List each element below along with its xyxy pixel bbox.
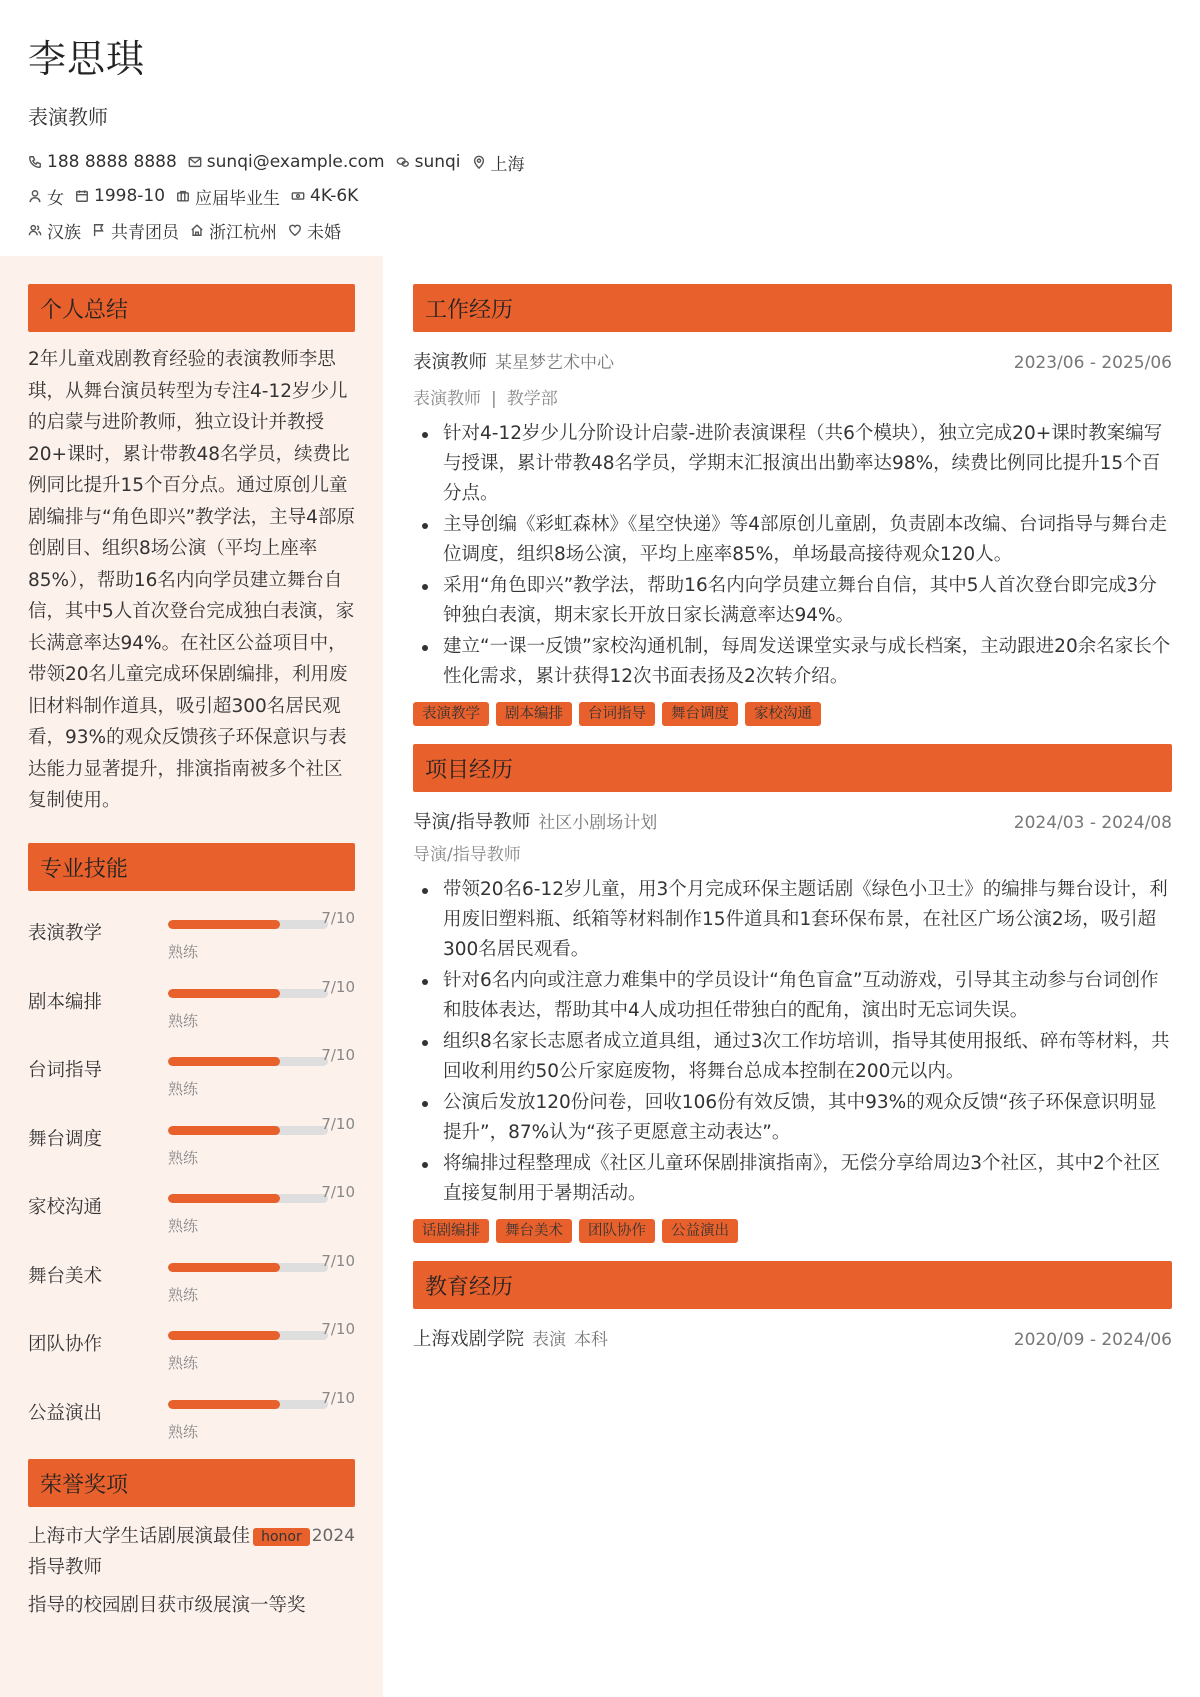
skill-score: 7/10 (321, 1320, 355, 1338)
status-text: 应届毕业生 (195, 188, 281, 209)
skill-score: 7/10 (321, 1388, 355, 1407)
skill-name: 家校沟通 (28, 1197, 103, 1218)
skill-score: 7/10 (321, 1114, 355, 1133)
work-sub (413, 384, 1172, 409)
personal-row (28, 186, 1128, 209)
skill-bar (168, 1126, 328, 1135)
background-row (28, 220, 1128, 243)
skill-item (28, 1375, 355, 1444)
skill-bar-fill (168, 1400, 280, 1409)
salary-item (291, 186, 358, 206)
skill-bar-fill (168, 1057, 280, 1066)
education-title: 教育经历 (413, 1261, 1172, 1309)
skill-name: 舞台调度 (28, 1128, 103, 1150)
gender-item (28, 184, 64, 209)
work-tag: 剧本编排 (496, 702, 572, 726)
project-entry-head (413, 808, 1172, 834)
work-tag: 表演教学 (413, 702, 489, 726)
project-org: 社区小剧场计划 (538, 813, 658, 833)
phone-text: 188 8888 8888 (47, 152, 177, 172)
status-item (176, 184, 280, 209)
skill-level: 熟练 (168, 1285, 199, 1304)
wechat-icon (396, 155, 410, 169)
honor-tag: honor (253, 1528, 310, 1546)
project-role: 导演/指导教师 (413, 812, 531, 833)
location-text: 上海 (490, 154, 525, 175)
work-section (413, 284, 1172, 726)
education-date: 2020/09 - 2024/06 (1013, 1330, 1172, 1350)
gender-text: 女 (47, 188, 64, 209)
person-icon (28, 189, 42, 203)
heart-icon (288, 223, 302, 237)
skill-score: 7/10 (321, 977, 355, 996)
summary-section (28, 284, 355, 817)
skill-item (28, 1101, 355, 1170)
list-item: 针对4-12岁少儿分阶设计启蒙-进阶表演课程（共6个模块），独立完成20+课时教案编写与授课，累计带教48名学员，学期末汇报演出出勤率达98%，续费比例同比提升15个百分点。 (413, 419, 1172, 509)
work-tags (413, 702, 1172, 726)
skill-bar-fill (168, 920, 280, 929)
birth-text: 1998-10 (94, 186, 166, 206)
project-tag: 舞台美术 (496, 1219, 572, 1243)
honors-section (28, 1459, 355, 1617)
skill-item (28, 964, 355, 1033)
work-bullets (413, 419, 1172, 692)
skill-bar (168, 1331, 328, 1340)
work-tag: 舞台调度 (662, 702, 738, 726)
honor-name: 上海市大学生话剧展演最佳指导教师 (28, 1526, 251, 1578)
work-role: 表演教师 (413, 352, 488, 373)
list-item: 建立“一课一反馈”家校沟通机制，每周发送课堂实录与成长档案，主动跟进20余名家长个性化需求，累计获得12次书面表扬及2次转介绍。 (413, 632, 1172, 692)
skill-level: 熟练 (168, 1217, 199, 1235)
ethnicity-text: 汉族 (47, 222, 81, 243)
main-content (413, 256, 1172, 1351)
email-text: sunqi@example.com (206, 152, 385, 172)
honor-desc: 指导的校园剧目获市级展演一等奖 (28, 1595, 306, 1616)
skill-name: 舞台美术 (28, 1265, 103, 1287)
home-icon (190, 223, 204, 237)
work-position: 表演教师 (413, 389, 481, 409)
work-org: 某星梦艺术中心 (495, 353, 615, 373)
skill-name: 剧本编排 (28, 991, 103, 1013)
location-item (472, 150, 525, 175)
skill-item (28, 1032, 355, 1101)
education-entry-head (413, 1325, 1172, 1351)
list-item: 采用“角色即兴”教学法，帮助16名内向学员建立舞台自信，其中5人首次登台即完成3分钟独白表演，期末家长开放日家长满意率达94%。 (413, 571, 1172, 631)
school-name: 上海戏剧学院 (413, 1329, 525, 1350)
work-entry-head (413, 348, 1172, 374)
list-item: 组织8名家长志愿者成立道具组，通过3次工作坊培训，指导其使用报纸、碎布等材料，共回收利用约50公斤家庭废物，将舞台总成本控制在200元以内。 (413, 1027, 1172, 1087)
project-title: 项目经历 (413, 744, 1172, 792)
project-bullets (413, 875, 1172, 1209)
wechat-text: sunqi (414, 152, 461, 172)
list-item: 主导创编《彩虹森林》《星空快递》等4部原创儿童剧，负责剧本改编、台词指导与舞台走位调度，组织8场公演，平均上座率85%，单场最高接待观众120人。 (413, 510, 1172, 570)
skill-item (28, 1169, 355, 1238)
list-item: 将编排过程整理成《社区儿童环保剧排演指南》，无偿分享给周边3个社区，其中2个社区直接复制用于暑期活动。 (413, 1149, 1172, 1209)
skill-level: 熟练 (168, 1080, 199, 1098)
hometown-item (190, 218, 277, 243)
skill-score: 7/10 (321, 909, 355, 927)
skill-level: 熟练 (168, 1011, 199, 1030)
skill-bar (168, 989, 328, 998)
skill-item (28, 895, 355, 964)
skill-bar (168, 1400, 328, 1409)
list-item: 公演后发放120份问卷，回收106份有效反馈，其中93%的观众反馈“孩子环保意识明显提升”，87%认为“孩子更愿意主动表达”。 (413, 1088, 1172, 1148)
work-date: 2023/06 - 2025/06 (1013, 353, 1172, 373)
email-item (188, 152, 385, 172)
degree: 本科 (574, 1330, 609, 1350)
work-tag: 家校沟通 (745, 702, 821, 726)
skill-level: 熟练 (168, 1422, 199, 1441)
skill-bar (168, 1194, 328, 1203)
skill-bar-fill (168, 1126, 280, 1135)
honor-year: 2024 (311, 1526, 355, 1546)
project-tag: 公益演出 (662, 1219, 738, 1243)
hometown-text: 浙江杭州 (209, 222, 277, 243)
skills-section (28, 843, 355, 1443)
flag-icon (92, 223, 106, 237)
skill-name: 公益演出 (28, 1402, 103, 1424)
honors-title: 荣誉奖项 (28, 1459, 355, 1507)
birth-item (75, 186, 165, 206)
skill-name: 表演教学 (28, 923, 103, 944)
skill-bar (168, 920, 328, 929)
list-item: 针对6名内向或注意力难集中的学员设计“角色盲盒”互动游戏，引导其主动参与台词创作和肢体表达，帮助其中4人成功担任带独白的配角，演出时无忘词失误。 (413, 966, 1172, 1026)
skill-level: 熟练 (168, 943, 199, 961)
project-tag: 团队协作 (579, 1219, 655, 1243)
education-section (413, 1261, 1172, 1351)
project-date: 2024/03 - 2024/08 (1013, 813, 1172, 833)
skill-bar-fill (168, 1331, 280, 1340)
money-icon (291, 189, 305, 203)
location-icon (472, 155, 486, 169)
skills-title: 专业技能 (28, 843, 355, 891)
briefcase-icon (176, 189, 190, 203)
skill-level: 熟练 (168, 1148, 199, 1167)
major: 表演 (532, 1330, 567, 1350)
resume-header (28, 28, 1128, 243)
skill-item (28, 1238, 355, 1307)
honor-item (28, 1521, 355, 1583)
skill-item (28, 1306, 355, 1375)
marital-text: 未婚 (307, 222, 341, 243)
people-icon (28, 223, 42, 237)
skill-name: 团队协作 (28, 1334, 103, 1355)
skill-bar (168, 1057, 328, 1066)
phone-item (28, 152, 177, 172)
salary-text: 4K-6K (310, 186, 359, 206)
list-item: 带领20名6-12岁儿童，用3个月完成环保主题话剧《绿色小卫士》的编排与舞台设计，利用废旧塑料瓶、纸箱等材料制作15件道具和1套环保布景，在社区广场公演2场，吸引超300名居民观看。 (413, 875, 1172, 965)
political-text: 共青团员 (111, 222, 179, 243)
skill-bar-fill (168, 1194, 280, 1203)
work-title: 工作经历 (413, 284, 1172, 332)
skill-score: 7/10 (321, 1183, 355, 1201)
sidebar (0, 256, 383, 1697)
work-sub-separator: | (491, 389, 497, 409)
political-item (92, 218, 179, 243)
skill-score: 7/10 (321, 1046, 355, 1064)
skill-bar-fill (168, 989, 280, 998)
summary-title: 个人总结 (28, 284, 355, 332)
candidate-name: 李思琪 (28, 37, 146, 81)
skill-name: 台词指导 (28, 1060, 103, 1081)
work-department: 教学部 (506, 389, 558, 409)
skill-bar (168, 1263, 328, 1272)
summary-text: 2年儿童戏剧教育经验的表演教师李思琪，从舞台演员转型为专注4-12岁少儿的启蒙与进阶教师，独立设计并教授20+课时，累计带教48名学员，续费比例同比提升15个百分点。通过原创儿童剧编排与“角色即兴”教学法，主导4部原创剧目、组织8场公演（平均上座率85%），帮助16名内向学员建立舞台自信，其中5人首次登台完成独白表演，家长满意率达94%。在社区公益项目中，带领20名儿童完成环保剧编排，利用废旧材料制作道具，吸引超300名居民观看，93%的观众反馈孩子环保意识与表达能力显著提升，排演指南被多个社区复制使用。 (28, 349, 355, 811)
project-tag: 话剧编排 (413, 1219, 489, 1243)
skill-score: 7/10 (321, 1251, 355, 1270)
skill-level: 熟练 (168, 1354, 199, 1372)
project-section (413, 744, 1172, 1243)
calendar-icon (75, 189, 89, 203)
contact-row (28, 152, 1128, 175)
project-sub: 导演/指导教师 (413, 845, 521, 865)
work-tag: 台词指导 (579, 702, 655, 726)
skills-list (28, 895, 355, 1443)
marital-item (288, 218, 341, 243)
ethnicity-item (28, 218, 81, 243)
project-tags (413, 1219, 1172, 1243)
skill-bar-fill (168, 1263, 280, 1272)
job-title: 表演教师 (28, 105, 108, 129)
wechat-item (396, 152, 461, 172)
phone-icon (28, 155, 42, 169)
mail-icon (188, 155, 202, 169)
